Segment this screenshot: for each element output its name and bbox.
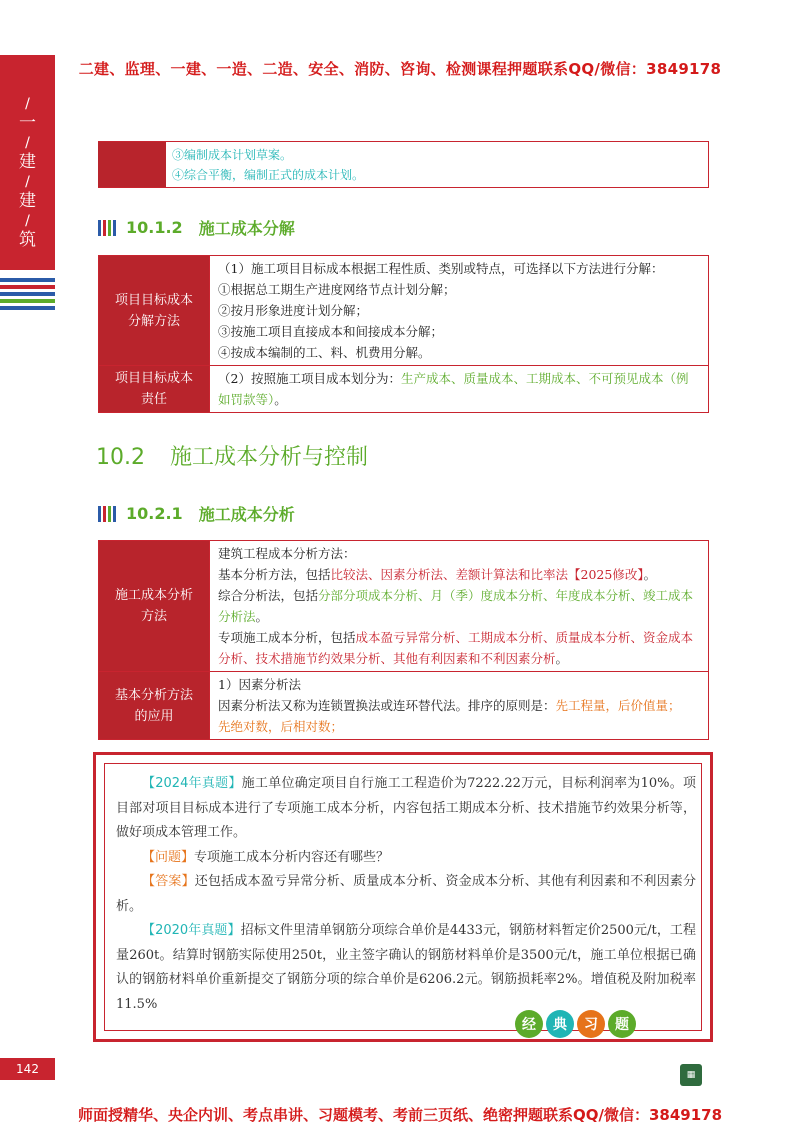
section-title: 施工成本分解 [198, 219, 295, 238]
highlight-text: 先绝对数，后相对数； [218, 719, 344, 734]
chapter-title: 施工成本分析与控制 [169, 445, 368, 470]
text-prefix: （2）按照施工项目成本划分为： [218, 371, 401, 386]
list-item: （1）施工项目目标成本根据工程性质、类别或特点，可选择以下方法进行分解： [218, 261, 664, 276]
exam-2020-paragraph [116, 919, 696, 1017]
side-tab-char: 建 [19, 191, 36, 211]
table-row [99, 541, 709, 672]
classic-exercise-content [116, 772, 696, 1017]
answer-tag: 【答案】 [142, 874, 195, 889]
revision-note: 【2025修改】 [568, 567, 644, 582]
text-prefix: 基本分析方法，包括 [218, 567, 331, 582]
page-number: 142 [0, 1058, 55, 1080]
chapter-side-tab [0, 55, 55, 270]
badge-char: 典 [546, 1010, 574, 1038]
chapter-heading-10-2 [96, 440, 368, 471]
question-text: 专项施工成本分析内容还有哪些？ [194, 849, 390, 865]
text-suffix: 。 [274, 392, 287, 407]
section-bars-icon [98, 220, 118, 236]
exam-year-tag: 【2020年真题】 [142, 923, 241, 938]
badge-char: 题 [608, 1010, 636, 1038]
header-banner: 二建、监理、一建、一造、二造、安全、消防、咨询、检测课程押题联系QQ/微信：3849178 [78, 60, 722, 78]
side-stripes [0, 278, 55, 313]
highlight-text: 分部分项成本分析、月（季）度成本分析、年度成本分析、竣工成本分析法 [218, 588, 694, 624]
text-suffix: 。 [255, 609, 269, 624]
row-content [210, 672, 709, 740]
section-heading-10-2-1 [98, 502, 295, 525]
text-suffix: 。 [555, 651, 569, 666]
row-label: 基本分析方法的应用 [99, 672, 210, 740]
text-prefix: 专项施工成本分析，包括 [218, 630, 356, 645]
section-bars-icon [98, 506, 118, 522]
row-label: 施工成本分析方法 [99, 541, 210, 672]
section-number: 10.1.2 [126, 218, 183, 237]
qr-code-icon[interactable]: ▦ [680, 1064, 702, 1086]
highlight-text: 先工程量，后价值量； [555, 698, 681, 713]
cost-analysis-table [98, 540, 709, 740]
box-label-cell [98, 142, 166, 187]
cost-plan-steps-box [98, 141, 709, 188]
exam-2024-paragraph [116, 772, 696, 846]
side-tab-char: 筑 [19, 230, 36, 250]
table-row [99, 366, 709, 413]
classic-exercise-badges [515, 1010, 639, 1038]
side-tab-char: 一 [19, 113, 36, 133]
comprehensive-methods-line [218, 585, 700, 627]
exam-text: 施工单位确定项目自行施工工程造价为7222.22万元，目标利润率为10%。项目部对项目目标成本进行了专项施工成本分析，内容包括工期成本分析、技术措施节约效果分析等，做好项成本管理工作。 [116, 776, 696, 840]
side-tab-separator: / [25, 96, 30, 112]
question-paragraph [116, 846, 696, 871]
side-tab-separator: / [25, 213, 30, 229]
section-number: 10.2.1 [126, 504, 183, 523]
table-row [99, 256, 709, 366]
factor-rule-line [218, 695, 700, 716]
chapter-number: 10.2 [96, 445, 145, 470]
step-3: ③编制成本计划草案。 [172, 148, 293, 162]
exam-year-tag: 【2024年真题】 [142, 776, 242, 791]
row-content [210, 366, 709, 413]
highlight-text: 比较法、因素分析法、差额计算法和比率法 [330, 567, 569, 582]
cost-decomposition-table [98, 255, 709, 413]
row-content [210, 541, 709, 672]
row-content [210, 256, 709, 366]
section-heading-10-1-2 [98, 216, 295, 239]
highlight-text: 生产成本、质量成本、工期成本、不可预见成本（例如罚款等） [218, 371, 689, 407]
badge-char: 经 [515, 1010, 543, 1038]
table-row [99, 672, 709, 740]
basic-methods-line [218, 564, 700, 585]
footer-banner: 师面授精华、央企内训、考点串讲、习题模考、考前三页纸、绝密押题联系QQ/微信：3849178 [77, 1106, 723, 1124]
answer-text: 还包括成本盈亏异常分析、质量成本分析、资金成本分析、其他有利因素和不利因素分析。 [116, 874, 696, 914]
intro-line: 建筑工程成本分析方法： [218, 546, 356, 561]
list-item: ③按施工项目直接成本和间接成本分解； [218, 324, 444, 339]
special-methods-line [218, 627, 700, 669]
question-tag: 【问题】 [142, 849, 195, 865]
side-tab-separator: / [25, 135, 30, 151]
step-4: ④综合平衡，编制正式的成本计划。 [172, 168, 365, 182]
side-tab-char: 建 [19, 152, 36, 172]
side-tab-separator: / [25, 174, 30, 190]
text-prefix: 综合分析法，包括 [218, 588, 319, 603]
badge-char: 习 [577, 1010, 605, 1038]
answer-paragraph [116, 870, 696, 919]
text-suffix: 。 [643, 567, 657, 582]
exam-text: 招标文件里清单钢筋分项综合单价是4433元，钢筋材料暂定价2500元/t，工程量260t。结算时钢筋实际使用250t，业主签字确认的钢筋材料单价是3500元/t，施工单位根据已确认的钢筋材料单价重新提交了钢筋分项的综合单价是6206.2元。钢筋损耗率2%。增值税及附加税率11.5% [116, 923, 696, 1012]
text-prefix: 因素分析法又称为连锁置换法或连环替代法。排序的原则是： [218, 698, 556, 713]
list-item: ①根据总工期生产进度网络节点计划分解； [218, 282, 456, 297]
factor-title: 1）因素分析法 [218, 677, 301, 692]
list-item: ④按成本编制的工、料、机费用分解。 [218, 345, 431, 360]
row-label: 项目目标成本分解方法 [99, 256, 210, 366]
row-label: 项目目标成本责任 [99, 366, 210, 413]
section-title: 施工成本分析 [198, 505, 295, 524]
highlight-text: 成本盈亏异常分析、工期成本分析、质量成本分析、资金成本分析、技术措施节约效果分析、其他有利因素和不利因素分析 [218, 630, 694, 666]
list-item: ②按月形象进度计划分解； [218, 303, 369, 318]
